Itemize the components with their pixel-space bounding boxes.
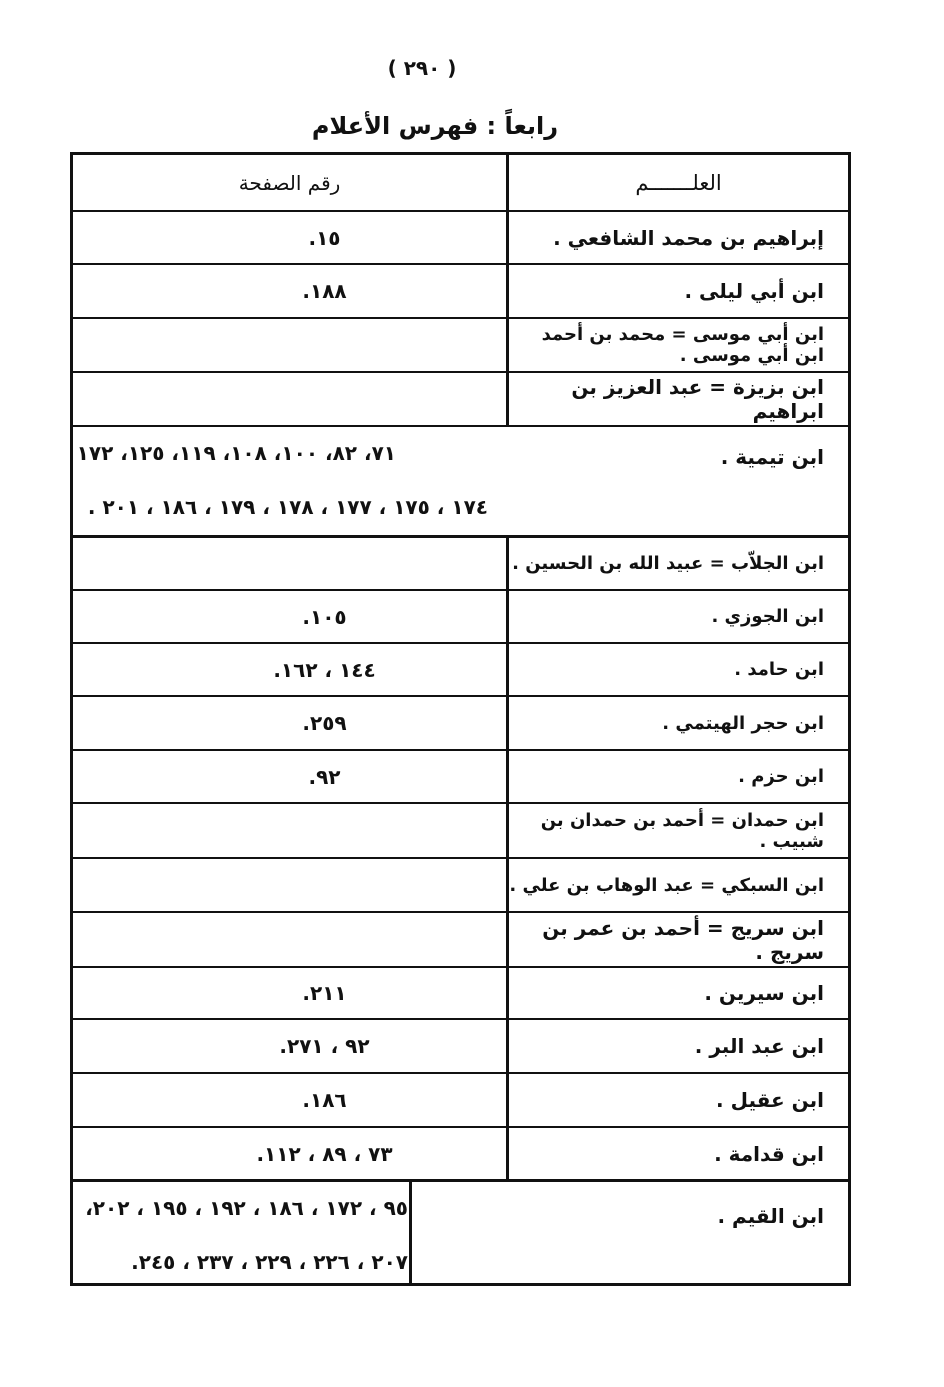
entry-pages: ١٤٤ ، ١٦٢. [273,657,376,682]
entry-pages: ١٨٦. [302,1088,347,1112]
entry-name: ابن حجر الهيتمي . [506,697,848,749]
entry-pages: ٧٣ ، ٨٩ ، ١١٢. [256,1141,393,1166]
table-row [73,857,848,911]
entry-pages: ١٥. [308,225,341,250]
table-row [73,802,848,857]
page-number: ( ٢٩٠ ) [387,56,457,80]
table-row [73,1126,848,1179]
entry-pages-line-1: ٩٥ ، ١٧٢ ، ١٨٦ ، ١٩٢ ، ١٩٥ ، ٢٠٢، [85,1196,408,1220]
column-divider [409,1182,412,1283]
entry-pages: ٩٢. [308,764,341,789]
table-header-row [73,155,848,210]
split-row-content [73,1182,848,1283]
entry-name: ابن سيرين . [506,968,848,1018]
table-row [73,642,848,695]
wide-row-content [73,427,848,535]
entry-name: ابن القيم . [717,1204,824,1228]
table-row [73,535,848,589]
entry-pages: ٢٥٩. [302,711,347,735]
entry-name: ابن عقيل . [506,1074,848,1126]
entry-pages-line-2: ٢٠٧ ، ٢٢٦ ، ٢٢٩ ، ٢٣٧ ، ٢٤٥. [131,1250,408,1274]
table-row [73,1018,848,1072]
table-row-split [73,1179,848,1283]
entry-name: ابن تيمية . [720,445,824,469]
entry-name: ابن حمدان = أحمد بن حمدان بن شبيب . [506,804,848,857]
table-row [73,317,848,371]
table-row [73,1072,848,1126]
entry-pages-line-1: ٧١، ٨٢، ١٠٠، ١٠٨، ١١٩، ١٢٥، ١٧٢ [76,441,396,465]
column-header-name: العلـــــــم [506,155,848,210]
entry-pages: ٢١١. [302,981,347,1005]
entry-name: ابن السبكي = عبد الوهاب بن علي . [506,859,848,911]
table-row [73,749,848,802]
entry-name: ابن قدامة . [506,1128,848,1179]
entry-name: ابن حامد . [506,644,848,695]
entry-name: ابن حزم . [506,751,848,802]
table-row [73,589,848,642]
entry-pages: ١٠٥. [302,604,347,629]
entry-pages [73,319,506,371]
entry-pages-line-2: ١٧٤ ، ١٧٥ ، ١٧٧ ، ١٧٨ ، ١٧٩ ، ١٨٦ ، ٢٠١ . [87,495,488,519]
table-row [73,966,848,1018]
table-row [73,695,848,749]
table-row-wide [73,425,848,535]
entry-name: ابن عبد البر . [506,1020,848,1072]
index-heading: رابعاً : فهرس الأعلام [311,112,559,140]
table-row [73,210,848,263]
entry-name: ابن أبي ليلى . [506,265,848,317]
entry-pages [73,373,506,425]
entry-pages: ٩٢ ، ٢٧١. [279,1034,370,1058]
entry-name: ابن بزيزة = عبد العزيز بن ابراهيم [506,373,848,425]
entry-pages [73,859,506,911]
names-index-table [70,152,851,1286]
entry-pages [73,913,506,966]
column-header-pages: رقم الصفحة [238,170,341,195]
entry-name: إبراهيم بن محمد الشافعي . [506,212,848,263]
entry-pages [73,538,506,589]
entry-name: ابن الجلاّب = عبيد الله بن الحسين . [506,538,848,589]
table-row [73,371,848,425]
table-row [73,911,848,966]
entry-pages [73,804,506,857]
table-row [73,263,848,317]
entry-pages: ١٨٨. [302,279,347,303]
entry-name: ابن أبي موسى = محمد بن أحمد ابن أبي موسى . [506,319,848,371]
entry-name: ابن سريج = أحمد بن عمر بن سريج . [506,913,848,966]
entry-name: ابن الجوزي . [506,591,848,642]
